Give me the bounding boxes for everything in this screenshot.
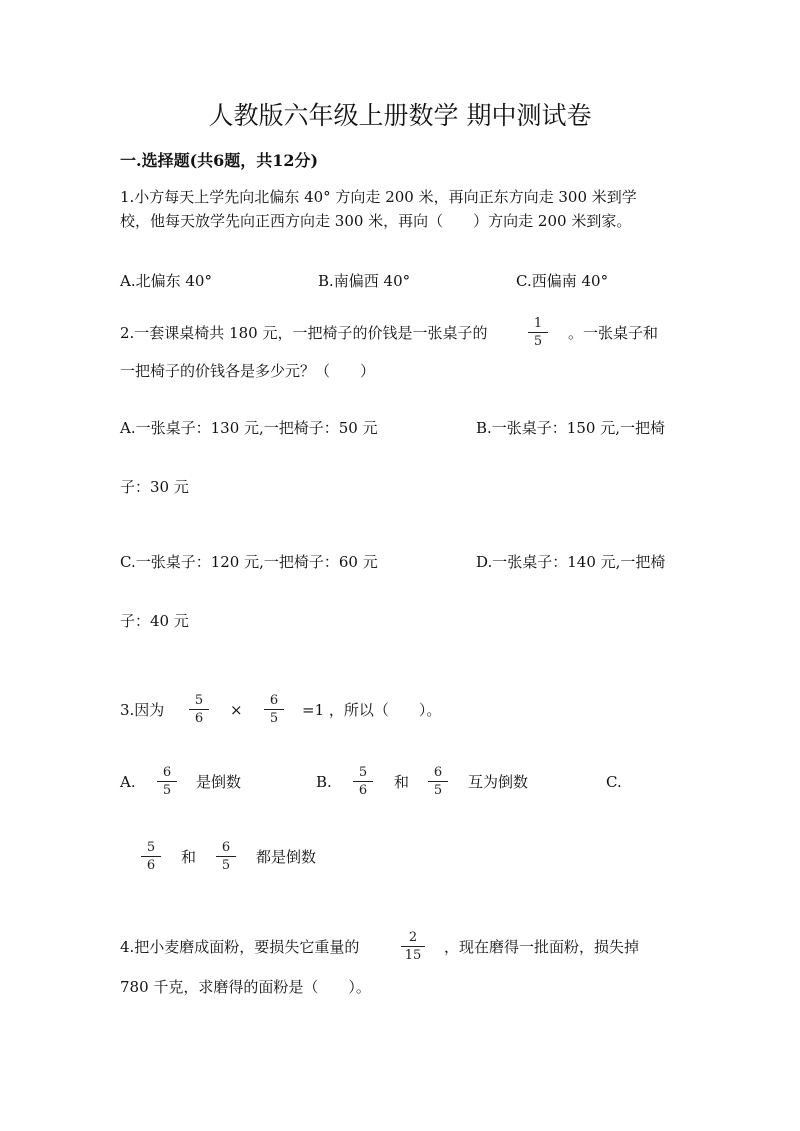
q2-option-d-line2: 子：40 元 (120, 612, 189, 630)
q1-option-c: C.西偏南 40° (516, 272, 609, 290)
fraction-bar (157, 781, 177, 782)
fraction-numerator: 1 (533, 316, 543, 331)
q2-option-b-line1: B.一张桌子：150 元,一把椅 (476, 419, 665, 437)
q4-fraction (398, 930, 428, 963)
q3-option-b-and: 和 (394, 773, 410, 791)
fraction-numerator: 6 (221, 840, 231, 855)
q1-line2: 校，他每天放学先向正西方向走 300 米，再向（ ）方向走 200 米到家。 (120, 212, 632, 230)
q3-option-b-label: B. (316, 773, 332, 791)
q2-line1-b: 。一张桌子和 (568, 324, 659, 342)
fraction-denominator: 5 (269, 711, 279, 726)
fraction-bar (216, 856, 236, 857)
fraction-bar (353, 781, 373, 782)
q3-fraction-1 (186, 693, 212, 726)
fraction-numerator: 5 (194, 693, 204, 708)
q3-option-b-fraction-1 (350, 765, 376, 798)
q2-option-a: A.一张桌子：130 元,一把椅子：50 元 (120, 419, 378, 437)
fraction-numerator: 5 (146, 840, 156, 855)
q2-option-b-line2: 子：30 元 (120, 478, 189, 496)
fraction-numerator: 5 (358, 765, 368, 780)
fraction-bar (401, 946, 425, 947)
fraction-bar (528, 332, 548, 333)
page-title: 人教版六年级上册数学 期中测试卷 (208, 101, 592, 130)
fraction-denominator: 6 (146, 858, 156, 873)
fraction-denominator: 5 (162, 783, 172, 798)
q3-option-a-text: 是倒数 (196, 773, 242, 791)
q3-suffix: =1 ，所以（ ）。 (302, 701, 442, 719)
q3-option-c-fraction-1 (138, 840, 164, 873)
q4-line1-b: ，现在磨得一批面粉，损失掉 (444, 938, 640, 956)
fraction-bar (428, 781, 448, 782)
q3-option-c-label: C. (606, 773, 622, 791)
fraction-bar (189, 709, 209, 710)
q1-option-b: B.南偏西 40° (318, 272, 411, 290)
fraction-denominator: 5 (221, 858, 231, 873)
q3-times-sign: × (230, 701, 243, 719)
section-heading: 一.选择题(共6题，共12分) (120, 151, 319, 170)
q3-option-b-text: 互为倒数 (468, 773, 529, 791)
q3-option-c-text: 都是倒数 (256, 848, 317, 866)
q3-option-c-and: 和 (181, 848, 197, 866)
fraction-denominator: 15 (404, 948, 422, 963)
q4-line1-a: 4.把小麦磨成面粉，要损失它重量的 (120, 938, 360, 956)
fraction-denominator: 5 (533, 334, 543, 349)
fraction-denominator: 6 (194, 711, 204, 726)
fraction-denominator: 5 (433, 783, 443, 798)
fraction-numerator: 6 (162, 765, 172, 780)
fraction-numerator: 6 (269, 693, 279, 708)
fraction-bar (141, 856, 161, 857)
fraction-numerator: 6 (433, 765, 443, 780)
q3-option-c-fraction-2 (213, 840, 239, 873)
q1-option-a: A.北偏东 40° (120, 272, 212, 290)
fraction-bar (264, 709, 284, 710)
q2-fraction (525, 316, 551, 349)
q3-option-a-label: A. (120, 773, 136, 791)
q3-option-b-fraction-2 (425, 765, 451, 798)
q2-option-c: C.一张桌子：120 元,一把椅子：60 元 (120, 553, 378, 571)
q3-prefix: 3.因为 (120, 701, 165, 719)
fraction-denominator: 6 (358, 783, 368, 798)
q1-line1: 1.小方每天上学先向北偏东 40° 方向走 200 米，再向正东方向走 300 米到学 (120, 188, 637, 206)
q4-line2: 780 千克，求磨得的面粉是（ ）。 (120, 978, 371, 996)
q2-line1-a: 2.一套课桌椅共 180 元，一把椅子的价钱是一张桌子的 (120, 324, 488, 342)
fraction-numerator: 2 (408, 930, 418, 945)
q3-option-a-fraction (154, 765, 180, 798)
q2-option-d-line1: D.一张桌子：140 元,一把椅 (476, 553, 666, 571)
q3-fraction-2 (261, 693, 287, 726)
q2-line2: 一把椅子的价钱各是多少元？（ ） (120, 362, 376, 380)
